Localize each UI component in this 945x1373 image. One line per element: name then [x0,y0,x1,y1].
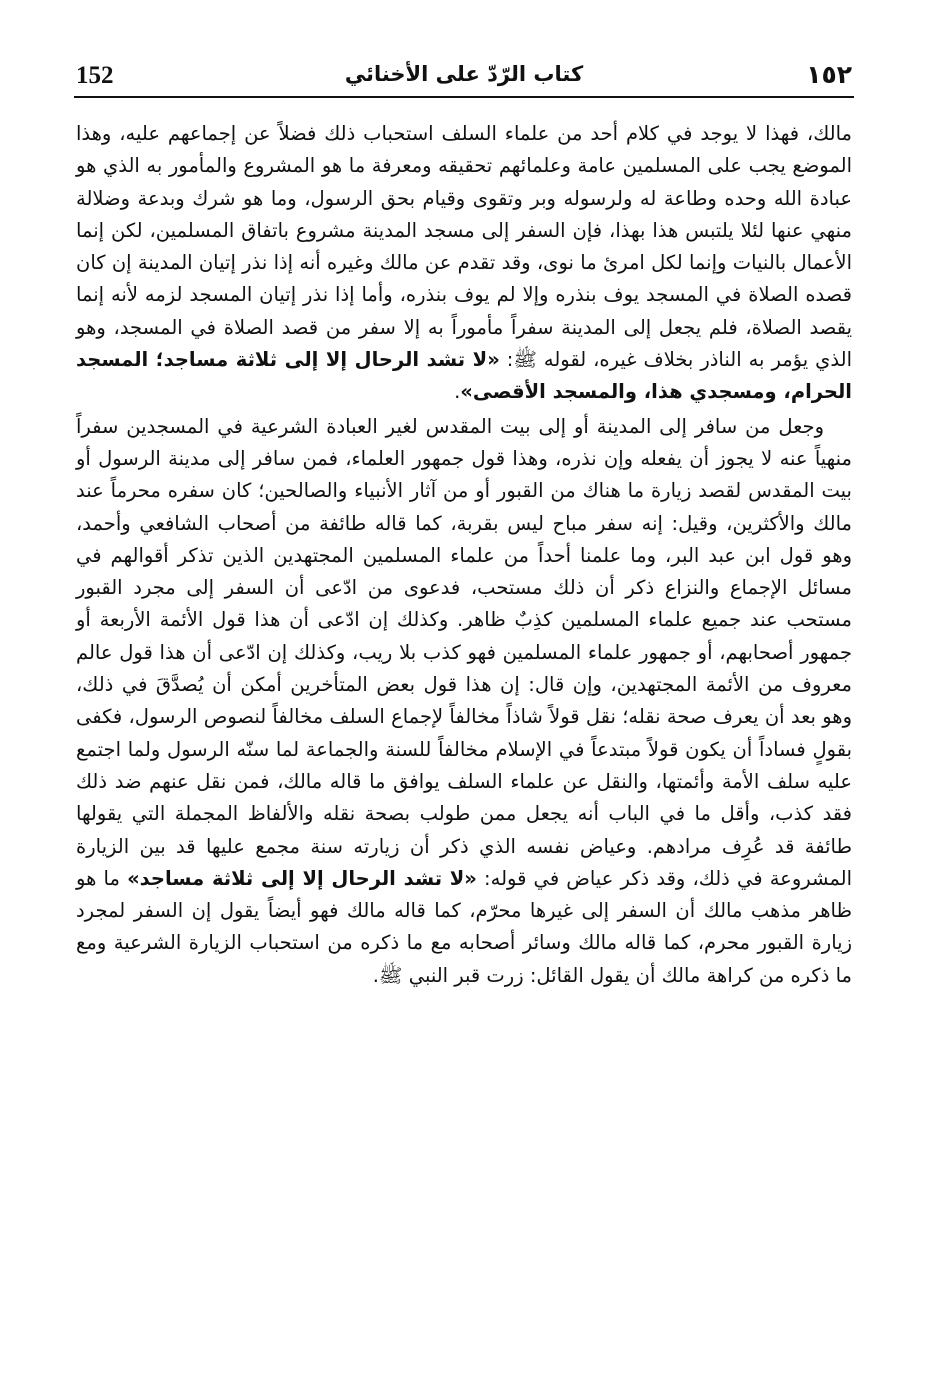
page-header [76,58,852,94]
hadith-quote: «لا تشد الرحال إلا إلى ثلاثة مساجد» [127,866,477,890]
running-title: كتاب الرّدّ على الأخنائي [344,62,584,86]
page-number-arabic: ١٥٢ [806,60,852,89]
paragraph-1-end: . [454,380,461,404]
page-number-latin: 152 [76,62,114,89]
paragraph-1-text: مالك، فهذا لا يوجد في كلام أحد من علماء السلف استحباب ذلك فضلاً عن إجماعهم عليه، وهذا الموضع يجب على المسلمين عامة وعلمائهم تحقيقه ومعرفة ما هو المشروع والمأمور به الذي هو عبادة الله وحده وطاعة له ولرسوله وبر وتقوى وقيام بحق الرسول، وما هو شرك وبدعة وضلالة منهي عنها لئلا يلتبس هذا بهذا، فإن السفر إلى مسجد المدينة مشروع باتفاق المسلمين، لكن إنما الأعمال بالنيات وإنما لكل امرئ ما نوى، وقد تقدم عن مالك وغيره أنه إذا نذر إتيان المدينة إن كان قصده الصلاة في المسجد يوف بنذره وإلا لم يوف بنذره، وأما إذا نذر إتيان المسجد لزمه لأنه إنما يقصد الصلاة، فلم يجعل إلى المدينة سفراً مأموراً به إلا سفر من قصد الصلاة في المسجد، وهو الذي يؤمر به الناذر بخلاف غيره، لقوله ﷺ: [76,122,852,372]
paragraph-1 [76,118,852,409]
body-text [76,118,852,992]
paragraph-2 [76,411,852,992]
hadith-quote: «لا تشد الرحال إلا إلى ثلاثة مساجد؛ المسجد الحرام، ومسجدي هذا، والمسجد الأقصى» [76,348,852,404]
paragraph-2-end: ما هو ظاهر مذهب مالك أن السفر إلى غيرها محرّم، كما قاله مالك فهو أيضاً يقول إن السفر لمجرد زيارة القبور محرم، كما قاله مالك وسائر أصحابه مع ما ذكره من استحباب الزيارة الشرعية ومع ما ذكره من كراهة مالك أن يقول القائل: زرت قبر النبي ﷺ. [76,866,852,987]
header-rule [74,96,854,98]
paragraph-2-text: وجعل من سافر إلى المدينة أو إلى بيت المقدس لغير العبادة الشرعية في المسجدين سفراً منهياً عنه لا يجوز أن يفعله وإن نذره، وهذا قول جمهور العلماء، فمن سافر إلى مدينة الرسول أو بيت المقدس لقصد زيارة ما هناك من القبور أو من آثار الأنبياء والصالحين؛ كان سفره محرماً عند مالك والأكثرين، وقيل: إنه سفر مباح ليس بقربة، كما قاله طائفة من أصحاب الشافعي وأحمد، وهو قول ابن عبد البر، وما علمنا أحداً من علماء المسلمين المجتهدين الذين تذكر أقوالهم في مسائل الإجماع والنزاع ذكر أن ذلك مستحب، فدعوى من ادّعى أن السفر إلى مجرد القبور مستحب عند جميع علماء المسلمين كذِبٌ ظاهر. وكذلك إن ادّعى أن هذا قول الأئمة الأربعة أو جمهور أصحابهم، أو جمهور علماء المسلمين فهو كذب بلا ريب، وكذلك إن ادّعى أن هذا قول عالم معروف من الأئمة المجتهدين، وإن قال: إن هذا قول بعض المتأخرين أمكن أن يُصدَّقَ في ذلك، وهو بعد أن يعرف صحة نقله؛ نقل قولاً شاذاً مخالفاً لإجماع السلف مخالفاً لنصوص الرسول، فكفى بقولٍ فساداً أن يكون قولاً مبتدعاً في الإسلام مخالفاً للسنة والجماعة لما سنّه الرسول ولما اجتمع عليه سلف الأمة وأئمتها، والنقل عن علماء السلف يوافق ما قاله مالك، فمن نقل عنهم ضد ذلك فقد كذب، وأقل ما في الباب أنه يجعل ممن طولب بصحة نقله والألفاظ المجملة التي يقولها طائفة قد عُرِف مرادهم. وعياض نفسه الذي ذكر أن زيارته سنة مجمع عليها قد بين الزيارة المشروعة في ذلك، وقد ذكر عياض في قوله: [76,414,853,890]
